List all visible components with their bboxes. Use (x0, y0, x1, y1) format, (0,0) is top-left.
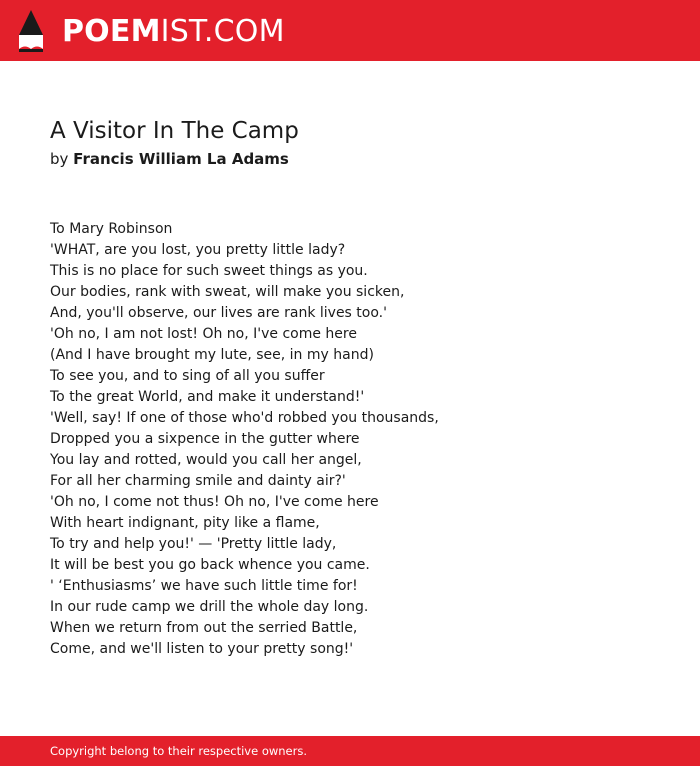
logo-bold-text: POEM (62, 14, 161, 49)
copyright-text: Copyright belong to their respective owners. (50, 744, 308, 758)
byline-prefix: by (50, 150, 74, 168)
poem-line: 'Oh no, I come not thus! Oh no, I've come here (50, 494, 379, 510)
poem-line: With heart indignant, pity like a flame, (50, 515, 320, 531)
poem-line: 'Oh no, I am not lost! Oh no, I've come here (50, 326, 357, 342)
poem-line: This is no place for such sweet things as you. (50, 263, 368, 279)
poem-line: And, you'll observe, our lives are rank lives too.' (50, 305, 387, 321)
poem-line: ' ‘Enthusiasms’ we have such little time for! (50, 578, 358, 594)
poem-line: To the great World, and make it understand!' (50, 389, 365, 405)
poem-line: When we return from out the serried Battle, (50, 620, 358, 636)
poem-line: (And I have brought my lute, see, in my hand) (50, 347, 374, 363)
poem-line: To Mary Robinson (50, 221, 173, 237)
poem-line: 'Well, say! If one of those who'd robbed you thousands, (50, 410, 439, 426)
site-header (0, 0, 700, 61)
poem-line: You lay and rotted, would you call her angel, (50, 452, 362, 468)
poem-line: In our rude camp we drill the whole day long. (50, 599, 369, 615)
poem-title: A Visitor In The Camp (50, 118, 299, 144)
poem-line: To try and help you!' — 'Pretty little lady, (50, 536, 337, 552)
pencil-tip-icon[interactable] (18, 9, 44, 53)
poem-line: Dropped you a sixpence in the gutter where (50, 431, 360, 447)
logo-light-text: IST.COM (160, 14, 285, 49)
site-footer (0, 736, 700, 766)
author-name: Francis William La Adams (73, 150, 289, 168)
byline (50, 148, 289, 170)
site-logo[interactable] (62, 12, 285, 52)
poem-line: Come, and we'll listen to your pretty song!' (50, 641, 354, 657)
poem-line: For all her charming smile and dainty air?' (50, 473, 346, 489)
poem-line: 'WHAT, are you lost, you pretty little lady? (50, 242, 346, 258)
poem-line: Our bodies, rank with sweat, will make you sicken, (50, 284, 405, 300)
poem-line: To see you, and to sing of all you suffer (50, 368, 325, 384)
poem-line: It will be best you go back whence you came. (50, 557, 370, 573)
poem-body (50, 219, 439, 660)
